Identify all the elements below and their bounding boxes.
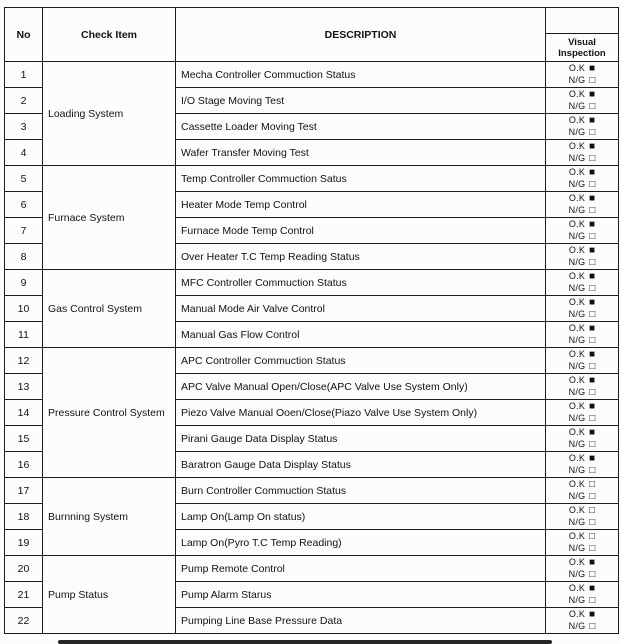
row-number: 13: [5, 374, 43, 400]
ok-label: O.K: [568, 609, 586, 619]
ok-checkbox-icon: ■: [589, 375, 596, 386]
check-item-group: Pressure Control System: [43, 348, 176, 478]
ng-result-line: [548, 543, 616, 555]
description-cell: Manual Gas Flow Control: [176, 322, 546, 348]
row-number: 12: [5, 348, 43, 374]
table-row: [5, 478, 619, 504]
ok-result-line: [548, 531, 616, 543]
ng-result-line: [548, 439, 616, 451]
ng-label: N/G: [568, 126, 586, 137]
ok-label: O.K: [568, 583, 586, 593]
ok-result-line: [548, 427, 616, 439]
ok-label: O.K: [568, 89, 586, 99]
ok-checkbox-icon: ■: [589, 323, 596, 334]
ng-result-line: [548, 257, 616, 269]
ng-result-line: [548, 387, 616, 399]
description-cell: Mecha Controller Commuction Status: [176, 62, 546, 88]
ng-checkbox-icon: □: [589, 568, 596, 580]
ok-checkbox-icon: ■: [589, 193, 596, 204]
ok-result-line: [548, 349, 616, 361]
ng-result-line: [548, 309, 616, 321]
ok-result-line: [548, 115, 616, 127]
ng-result-line: [548, 595, 616, 607]
ng-label: N/G: [568, 334, 586, 345]
ng-label: N/G: [568, 464, 586, 475]
ok-label: O.K: [568, 167, 586, 177]
ok-checkbox-icon: ■: [589, 349, 596, 360]
description-cell: Baratron Gauge Data Display Status: [176, 452, 546, 478]
ng-checkbox-icon: □: [589, 308, 596, 320]
visual-inspection-cell: [546, 582, 619, 608]
ng-checkbox-icon: □: [589, 594, 596, 606]
visual-inspection-cell: [546, 400, 619, 426]
ng-result-line: [548, 205, 616, 217]
ng-result-line: [548, 413, 616, 425]
check-item-group: Furnace System: [43, 166, 176, 270]
description-cell: APC Valve Manual Open/Close(APC Valve Use System Only): [176, 374, 546, 400]
ng-label: N/G: [568, 620, 586, 631]
visual-inspection-cell: [546, 192, 619, 218]
row-number: 1: [5, 62, 43, 88]
ng-checkbox-icon: □: [589, 620, 596, 632]
ok-label: O.K: [568, 115, 586, 125]
ok-label: O.K: [568, 141, 586, 151]
ng-label: N/G: [568, 308, 586, 319]
table-row: [5, 270, 619, 296]
ok-result-line: [548, 609, 616, 621]
ok-result-line: [548, 375, 616, 387]
table-row: [5, 166, 619, 192]
row-number: 3: [5, 114, 43, 140]
ng-checkbox-icon: □: [589, 178, 596, 190]
ok-result-line: [548, 167, 616, 179]
header-check-item: Check Item: [43, 8, 176, 62]
row-number: 19: [5, 530, 43, 556]
ng-result-line: [548, 101, 616, 113]
ok-label: O.K: [568, 531, 586, 541]
ng-label: N/G: [568, 256, 586, 267]
row-number: 14: [5, 400, 43, 426]
visual-inspection-cell: [546, 270, 619, 296]
ng-result-line: [548, 465, 616, 477]
header-row: [5, 8, 619, 34]
ng-checkbox-icon: □: [589, 282, 596, 294]
ok-checkbox-icon: ■: [589, 89, 596, 100]
ng-result-line: [548, 283, 616, 295]
table-body: [5, 62, 619, 634]
visual-inspection-cell: [546, 296, 619, 322]
ng-result-line: [548, 517, 616, 529]
ok-label: O.K: [568, 245, 586, 255]
visual-inspection-cell: [546, 530, 619, 556]
ok-label: O.K: [568, 297, 586, 307]
ok-checkbox-icon: ■: [589, 115, 596, 126]
ok-checkbox-icon: ■: [589, 557, 596, 568]
row-number: 4: [5, 140, 43, 166]
ok-label: O.K: [568, 401, 586, 411]
description-cell: I/O Stage Moving Test: [176, 88, 546, 114]
row-number: 5: [5, 166, 43, 192]
ok-checkbox-icon: ■: [589, 141, 596, 152]
ng-label: N/G: [568, 594, 586, 605]
ok-checkbox-icon: ■: [589, 297, 596, 308]
ng-checkbox-icon: □: [589, 204, 596, 216]
visual-inspection-cell: [546, 608, 619, 634]
ok-label: O.K: [568, 219, 586, 229]
ng-result-line: [548, 569, 616, 581]
description-cell: Piezo Valve Manual Ooen/Close(Piazo Valve Use System Only): [176, 400, 546, 426]
ng-label: N/G: [568, 100, 586, 111]
visual-inspection-cell: [546, 374, 619, 400]
row-number: 20: [5, 556, 43, 582]
description-cell: Furnace Mode Temp Control: [176, 218, 546, 244]
ng-checkbox-icon: □: [589, 74, 596, 86]
table-row: [5, 556, 619, 582]
ng-result-line: [548, 491, 616, 503]
visual-inspection-cell: [546, 88, 619, 114]
ok-checkbox-icon: ■: [589, 219, 596, 230]
ok-result-line: [548, 193, 616, 205]
ng-result-line: [548, 179, 616, 191]
ng-checkbox-icon: □: [589, 100, 596, 112]
description-cell: Pumping Line Base Pressure Data: [176, 608, 546, 634]
visual-inspection-cell: [546, 478, 619, 504]
ng-checkbox-icon: □: [589, 334, 596, 346]
table-row: [5, 62, 619, 88]
ok-checkbox-icon: ■: [589, 583, 596, 594]
ok-checkbox-icon: ■: [589, 401, 596, 412]
ok-result-line: [548, 505, 616, 517]
description-cell: Pirani Gauge Data Display Status: [176, 426, 546, 452]
visual-inspection-cell: [546, 218, 619, 244]
ng-label: N/G: [568, 516, 586, 527]
ng-label: N/G: [568, 178, 586, 189]
ok-result-line: [548, 297, 616, 309]
ng-label: N/G: [568, 74, 586, 85]
ng-result-line: [548, 127, 616, 139]
row-number: 22: [5, 608, 43, 634]
check-item-group: Pump Status: [43, 556, 176, 634]
row-number: 8: [5, 244, 43, 270]
ng-result-line: [548, 153, 616, 165]
ng-checkbox-icon: □: [589, 516, 596, 528]
check-item-group: Loading System: [43, 62, 176, 166]
ok-label: O.K: [568, 453, 586, 463]
ok-checkbox-icon: ■: [589, 427, 596, 438]
visual-inspection-cell: [546, 556, 619, 582]
ng-checkbox-icon: □: [589, 386, 596, 398]
header-description: DESCRIPTION: [176, 8, 546, 62]
description-cell: APC Controller Commuction Status: [176, 348, 546, 374]
ok-label: O.K: [568, 427, 586, 437]
visual-inspection-cell: [546, 426, 619, 452]
ng-result-line: [548, 335, 616, 347]
ng-label: N/G: [568, 282, 586, 293]
ok-result-line: [548, 141, 616, 153]
header-no: No: [5, 8, 43, 62]
ng-label: N/G: [568, 438, 586, 449]
ng-result-line: [548, 75, 616, 87]
ng-checkbox-icon: □: [589, 126, 596, 138]
header-visual-inspection: Visual Inspection: [546, 34, 619, 62]
ok-label: O.K: [568, 271, 586, 281]
row-number: 10: [5, 296, 43, 322]
table-row: [5, 348, 619, 374]
ng-label: N/G: [568, 360, 586, 371]
visual-inspection-cell: [546, 322, 619, 348]
ok-result-line: [548, 557, 616, 569]
row-number: 6: [5, 192, 43, 218]
ok-label: O.K: [568, 193, 586, 203]
row-number: 21: [5, 582, 43, 608]
ok-checkbox-icon: □: [589, 479, 596, 490]
row-number: 11: [5, 322, 43, 348]
ok-label: O.K: [568, 505, 586, 515]
header-blank-cell: [546, 8, 619, 34]
visual-inspection-cell: [546, 62, 619, 88]
ok-result-line: [548, 479, 616, 491]
ok-result-line: [548, 453, 616, 465]
ok-result-line: [548, 271, 616, 283]
ng-checkbox-icon: □: [589, 438, 596, 450]
row-number: 7: [5, 218, 43, 244]
ok-checkbox-icon: □: [589, 531, 596, 542]
ok-result-line: [548, 63, 616, 75]
ng-label: N/G: [568, 386, 586, 397]
visual-inspection-cell: [546, 166, 619, 192]
visual-inspection-cell: [546, 114, 619, 140]
ng-checkbox-icon: □: [589, 230, 596, 242]
inspection-check-table: [4, 7, 619, 634]
ng-checkbox-icon: □: [589, 542, 596, 554]
description-cell: Burn Controller Commuction Status: [176, 478, 546, 504]
ng-label: N/G: [568, 542, 586, 553]
ok-label: O.K: [568, 63, 586, 73]
check-item-group: Burnning System: [43, 478, 176, 556]
ok-label: O.K: [568, 323, 586, 333]
row-number: 17: [5, 478, 43, 504]
ng-checkbox-icon: □: [589, 360, 596, 372]
scan-artifact: [58, 640, 552, 644]
table-header: [5, 8, 619, 62]
ok-label: O.K: [568, 557, 586, 567]
row-number: 16: [5, 452, 43, 478]
visual-inspection-cell: [546, 244, 619, 270]
ok-checkbox-icon: ■: [589, 271, 596, 282]
ok-label: O.K: [568, 375, 586, 385]
ok-result-line: [548, 583, 616, 595]
ok-result-line: [548, 89, 616, 101]
ng-label: N/G: [568, 152, 586, 163]
visual-inspection-cell: [546, 140, 619, 166]
ng-label: N/G: [568, 490, 586, 501]
ng-result-line: [548, 361, 616, 373]
ng-label: N/G: [568, 230, 586, 241]
visual-inspection-cell: [546, 504, 619, 530]
ok-checkbox-icon: ■: [589, 609, 596, 620]
ng-checkbox-icon: □: [589, 412, 596, 424]
ng-checkbox-icon: □: [589, 464, 596, 476]
ng-checkbox-icon: □: [589, 256, 596, 268]
ok-checkbox-icon: ■: [589, 167, 596, 178]
ng-label: N/G: [568, 204, 586, 215]
description-cell: Wafer Transfer Moving Test: [176, 140, 546, 166]
ng-result-line: [548, 231, 616, 243]
description-cell: Manual Mode Air Valve Control: [176, 296, 546, 322]
description-cell: Heater Mode Temp Control: [176, 192, 546, 218]
visual-inspection-cell: [546, 348, 619, 374]
check-item-group: Gas Control System: [43, 270, 176, 348]
description-cell: Cassette Loader Moving Test: [176, 114, 546, 140]
visual-inspection-cell: [546, 452, 619, 478]
description-cell: Lamp On(Lamp On status): [176, 504, 546, 530]
ok-label: O.K: [568, 349, 586, 359]
description-cell: Temp Controller Commuction Satus: [176, 166, 546, 192]
description-cell: MFC Controller Commuction Status: [176, 270, 546, 296]
description-cell: Lamp On(Pyro T.C Temp Reading): [176, 530, 546, 556]
ok-checkbox-icon: ■: [589, 453, 596, 464]
ok-result-line: [548, 219, 616, 231]
ok-label: O.K: [568, 479, 586, 489]
ng-label: N/G: [568, 412, 586, 423]
description-cell: Over Heater T.C Temp Reading Status: [176, 244, 546, 270]
row-number: 15: [5, 426, 43, 452]
description-cell: Pump Remote Control: [176, 556, 546, 582]
ok-checkbox-icon: □: [589, 505, 596, 516]
ng-checkbox-icon: □: [589, 490, 596, 502]
ok-checkbox-icon: ■: [589, 245, 596, 256]
ok-checkbox-icon: ■: [589, 63, 596, 74]
ok-result-line: [548, 245, 616, 257]
ng-checkbox-icon: □: [589, 152, 596, 164]
description-cell: Pump Alarm Starus: [176, 582, 546, 608]
ng-label: N/G: [568, 568, 586, 579]
row-number: 18: [5, 504, 43, 530]
row-number: 2: [5, 88, 43, 114]
ng-result-line: [548, 621, 616, 633]
row-number: 9: [5, 270, 43, 296]
ok-result-line: [548, 323, 616, 335]
ok-result-line: [548, 401, 616, 413]
